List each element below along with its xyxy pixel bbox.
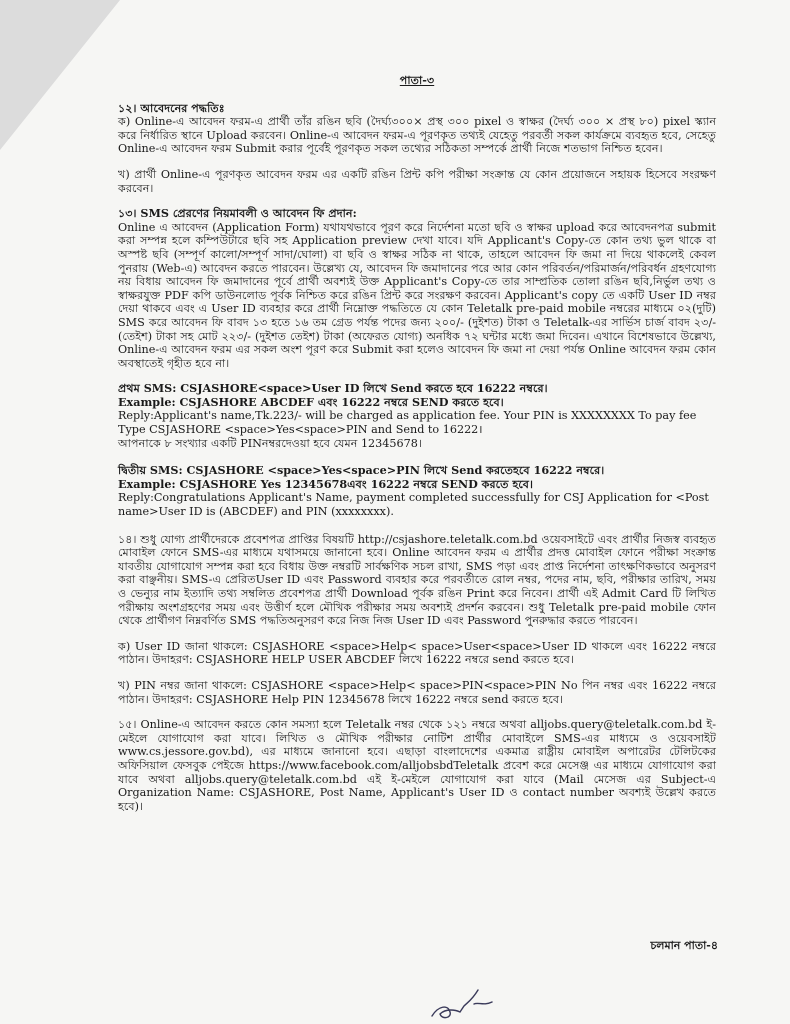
section-12-item-a: ক) Online-এ আবেদন ফরম-এ প্রার্থী তাঁর রঙিন ছবি (দৈর্ঘ্য৩০০× প্রস্থ ৩০০ pixel ও স্বাক্ষর (দৈর্ঘ্য ৩০০ × প্রস্থ ৮০) pixel স্ক্যান করে নির্ধারিত স্থানে Upload করবেন। Online-এ আবেদন ফরম-এ পূরণকৃত তথ্যই যেহেতু পরবর্তী সকল কার্যক্রমে ব্যবহৃত হবে, সেহেতু Online-এ আবেদন ফরম Submit করার পূর্বেই পূরণকৃত সকল তথ্যের সঠিকতা সম্পর্কে প্রার্থী নিজে শতভাগ নিশ্চিত হবেন। (118, 115, 716, 156)
first-sms-reply: Reply:Applicant's name,Tk.223/- will be charged as application fee. Your PIN is XXXXXXXX To pay fee Type CSJASHORE <space>Yes<space>PIN and Send to 16222। (118, 409, 697, 437)
section-12-item-b: খ) প্রার্থী Online-এ পূরণকৃত আবেদন ফরম এর একটি রঙিন প্রিন্ট কপি পরীক্ষা সংক্রান্ত যে কোন প্রয়োজনে সহায়ক হিসেবে সংরক্ষণ করবেন। (118, 167, 716, 195)
page-number: পাতা-৩ (399, 73, 435, 87)
second-sms-instruction: দ্বিতীয় SMS: CSJASHORE <space>Yes<space>PIN লিখে Send করতেহবে 16222 নম্বরে। (118, 463, 605, 478)
section-13-title: ১৩। SMS প্রেরণের নিয়মাবলী ও আবেদন ফি প্রদান: (118, 206, 357, 221)
continued-page-note: চলমান পাতা-৪ (650, 939, 718, 952)
second-sms-block (118, 464, 716, 518)
first-sms-block (118, 382, 716, 450)
first-sms-example: Example: CSJASHORE ABCDEF এবং 16222 নম্বরে SEND করতে হবে। (118, 394, 504, 409)
section-14-item-b: খ) PIN নম্বর জানা থাকলে: CSJASHORE <space>Help< space>PIN<space>PIN No পিন নম্বর এবং 16222 নম্বরে পাঠান। উদাহরণ: CSJASHORE Help PIN 12345678 লিখে 16222 নম্বরে send করতে হবে। (118, 678, 716, 706)
second-sms-reply: Reply:Congratulations Applicant's Name, payment completed successfully for CSJ Application for <Post name>User ID is (ABCDEF) and PIN (xxxxxxxx). (118, 491, 709, 519)
page-fold-corner (0, 0, 120, 150)
second-sms-example: Example: CSJASHORE Yes 12345678এবং 16222 নম্বরে SEND করতে হবে। (118, 476, 534, 491)
section-12-title: ১২। আবেদনের পদ্ধতিঃ (118, 100, 225, 115)
section-15-body: ১৫। Online-এ আবেদন করতে কোন সমস্যা হলে Teletalk নম্বর থেকে ১২১ নম্বরে অথবা alljobs.query@teletalk.com.bd ই-মেইলে যোগাযোগ করা যাবে। লিখিত ও মৌখিক পরীক্ষার নোটিশ প্রার্থীর মোবাইলে SMS-এর মাধ্যমে ও ওয়েবসাইট www.cs.jessore.gov.bd), এর মাধ্যমে জানানো হবে। এছাড়া বাংলাদেশের একমাত্র রাষ্ট্রীয় মোবাইল অপারেটর টেলিটকের অফিসিয়াল ফেসবুক পেইজে https://www.facebook.com/alljobsbdTeletalk প্রবেশ করে মেসেঞ্জ এর মাধ্যমে যোগাযোগ করা যাবে অথবা alljobs.query@teletalk.com.bd এই ই-মেইলে যোগাযোগ করা যাবে (Mail মেসেজ এর Subject-এ Organization Name: CSJASHORE, Post Name, Applicant's User ID ও contact number অবশ্যই উল্লেখ করতে হবে)। (118, 718, 716, 813)
section-14-item-a: ক) User ID জানা থাকলে: CSJASHORE <space>Help< space>User<space>User ID থাকলে এবং 16222 নম্বরে পাঠান। উদাহরণ: CSJASHORE HELP USER ABCDEF লিখে 16222 নম্বরে send করতে হবে। (118, 639, 716, 667)
section-14-body: ১৪। শুধু যোগ্য প্রার্থীদেরকে প্রবেশপত্র প্রাপ্তির বিষয়টি http://csjashore.teletalk.com.bd ওয়েবসাইটে এবং প্রার্থীর নিজস্ব ব্যবহৃত মোবাইল ফোনে SMS-এর মাধ্যমে যথাসময়ে জানানো হবে। Online আবেদন ফরম এ প্রার্থীর প্রদত্ত মোবাইল ফোনে পরীক্ষা সংক্রান্ত যাবতীয় যোগাযোগ সম্পন্ন করা হবে বিধায় উক্ত নম্বরটি সার্বক্ষণিক সচল রাখা, SMS পড়া এবং প্রাপ্ত নির্দেশনা তাৎক্ষণিকভাবে অনুসরণ করা বাঞ্ছনীয়। SMS-এ প্রেরিতUser ID এবং Password ব্যবহার করে পরবর্তীতে রোল নম্বর, পদের নাম, ছবি, পরীক্ষার তারিখ, সময় ও ভেন্যুর নাম ইত্যাদি তথ্য সম্বলিত প্রবেশপত্র প্রার্থী Download পূর্বক রঙিন Print করে নিবেন। প্রার্থী এই Admit Card টি লিখিত পরীক্ষায় অংশগ্রহণের সময় এবং উত্তীর্ণ হলে মৌখিক পরীক্ষার সময় অবশ্যই প্রদর্শন করবেন। শুধু Teletalk pre-paid mobile ফোন থেকে প্রার্থীগণ নিম্নবর্ণিত SMS পদ্ধতিঅনুসরণ করে নিজ নিজ User ID এবং Password পুনরুদ্ধার করতে পারবেন। (118, 532, 716, 628)
signature-image (428, 982, 500, 1022)
first-sms-instruction: প্রথম SMS: CSJASHORE<space>User ID লিখে Send করতে হবে 16222 নম্বরে। (118, 381, 548, 396)
section-13-body: Online এ আবেদন (Application Form) যথাযথভাবে পূরণ করে নির্দেশনা মতো ছবি ও স্বাক্ষর upload করে আবেদনপত্র submit করা সম্পন্ন হলে কম্পিউটারে ছবি সহ Application preview দেখা যাবে। যদি Applicant's Copy-তে কোন তথ্য ভুল থাকে বা অস্পষ্ট ছবি (সম্পূর্ণ কালো/সম্পূর্ণ সাদা/ঘোলা) বা ছবি ও স্বাক্ষর সঠিক না থাকে, তাহলে আবেদন ফি জমা না দিয়ে থাকলেই কেবল পুনরায় (Web-এ) আবেদন করতে পারবেন। উল্লেখ্য যে, আবেদন ফি জমাদানের পরে আর কোন পরিবর্তন/পরিমার্জন/পরিবর্ধন গ্রহণযোগ্য নয় বিধায় আবেদন ফি জমাদানের পূর্বে প্রার্থী অবশ্যই উক্ত Applicant's Copy-তে তার সাম্প্রতিক তোলা রঙিন ছবি,নির্ভুল তথ্য ও স্বাক্ষরযুক্ত PDF কপি ডাউনলোড পূর্বক নিশ্চিত করে রঙিন প্রিন্ট করে সংরক্ষণ করবেন। Applicant's copy তে একটি User ID নম্বর দেয়া থাকবে এবং এ User ID ব্যবহার করে প্রার্থী নিম্নোক্ত পদ্ধতিতে যে কোন Teletalk pre-paid mobile নম্বরের মাধ্যমে ০২(দুটি) SMS করে আবেদন ফি বাবদ ১৩ হতে ১৬ তম গ্রেড পর্যন্ত পদের জন্য ২০০/- (দুইশত) টাকা ও Teletalk-এর সার্ভিস চার্জ বাবদ ২৩/- (তেইশ) টাকা সহ মোট ২২৩/- (দুইশত তেইশ) টাকা (অফেরত যোগ্য) অনধিক ৭২ ঘন্টার মধ্যে জমা দিবেন। এখানে বিশেষভাবে উল্লেখ্য, Online-এ আবেদন ফরম এর সকল অংশ পূরণ করে Submit করা হলেও আবেদন ফি জমা না দেয়া পর্যন্ত Online আবেদন ফরম কোন অবস্থাতেই গৃহীত হবে না। (118, 220, 716, 370)
document-page (118, 72, 716, 825)
first-sms-pin-note: আপনাকে ৮ সংখ্যার একটি PINনম্বরদেওয়া হবে যেমন 12345678। (118, 436, 422, 450)
